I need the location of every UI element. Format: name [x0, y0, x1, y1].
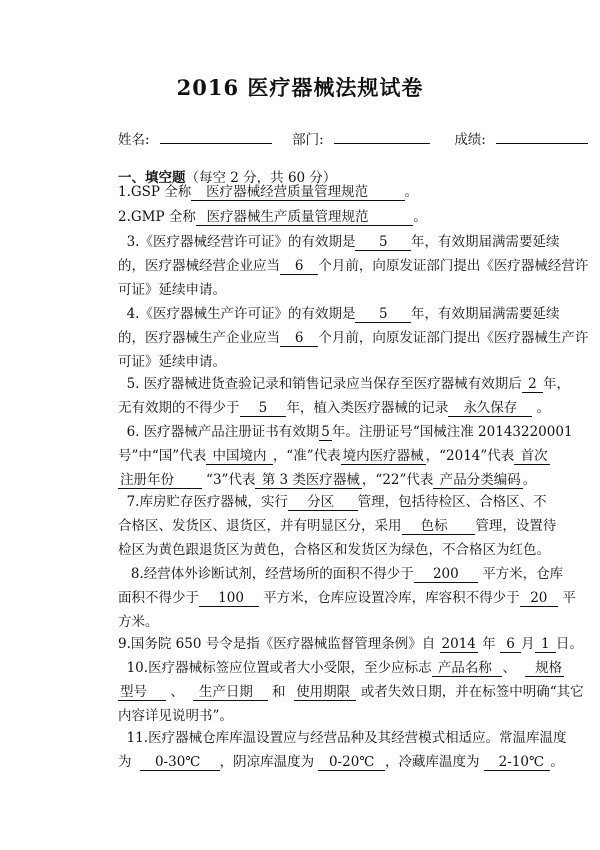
dept-field[interactable] — [334, 129, 430, 144]
q6-answer-4: 首次 — [514, 448, 549, 465]
q10-answer-2b: 型号 — [118, 684, 166, 701]
q8-answer-2: 100 — [199, 590, 259, 607]
q1-text: 1.GSP 全称 — [118, 184, 192, 200]
info-line — [118, 128, 588, 148]
q6-answer-1: 5 — [321, 424, 330, 440]
question-4 — [118, 302, 589, 374]
q8-text-a: 8.经营体外诊断试剂，经营场所的面积不得少于 — [130, 566, 414, 582]
q1-end: 。 — [404, 184, 419, 200]
q3-text-a: 3.《医疗器械经营许可证》的有效期是 — [126, 234, 356, 250]
name-label: 姓名: — [118, 132, 150, 148]
q10-and: 和 — [272, 684, 286, 700]
q10-text-c: 内容详见说明书”。 — [118, 708, 233, 724]
q8-text-d: 平方米，仓库应设置冷库，库容积不得少于 — [263, 590, 520, 606]
q8-text-f: 方米。 — [118, 614, 159, 630]
q7-text-c: 合格区、发货区、退货区，并有明显区分，采用 — [118, 518, 402, 534]
q6-text-b: 年。注册证号“国械注准 20143220001 — [331, 424, 573, 440]
q2-text: 2.GMP 全称 — [118, 209, 196, 225]
section-title: 一、填空题 — [118, 170, 186, 186]
q7-text-a: 7.库房贮存医疗器械，实行 — [126, 494, 288, 510]
q7-text-e: 检区为黄色跟退货区为黄色，合格区和发货区为绿色，不合格区为红色。 — [118, 542, 550, 558]
q6-answer-3: 境内医疗器械 — [342, 448, 424, 464]
q4-text-a: 4.《医疗器械生产许可证》的有效期是 — [126, 306, 356, 322]
q11-text-b: 为 — [118, 754, 132, 770]
q5-text-e: 。 — [536, 400, 550, 416]
question-9 — [118, 632, 583, 656]
q9-text-a: 9.国务院 650 号令是指《医疗器械监督管理条例》自 — [118, 636, 436, 652]
q5-text-c: 无有效期的不得少于 — [118, 400, 240, 416]
q5-answer-1: 2 — [522, 376, 543, 393]
q5-answer-2: 5 — [240, 400, 287, 417]
q3-text-c: 的，医疗器械经营企业应当 — [118, 258, 280, 274]
q4-text-b: 年，有效期届满需要延续 — [411, 306, 560, 322]
question-7 — [118, 490, 557, 562]
q11-text-d: ，冷藏库温度为 — [385, 754, 480, 770]
q9-month: 6 — [500, 636, 521, 653]
q11-answer-2: 0-20℃ — [318, 754, 385, 771]
question-8 — [118, 562, 576, 634]
q4-text-d: 个月前，向原发证部门提出《医疗器械生产许 — [318, 330, 589, 346]
q11-answer-3: 2-10℃ — [484, 754, 551, 771]
q9-month-unit: 月 — [521, 636, 535, 652]
q10-answer-2a: 规格 — [525, 660, 565, 677]
question-3 — [118, 230, 589, 302]
q5-text-b: 年， — [542, 376, 570, 392]
q8-text-b: 平方米，仓库 — [482, 566, 564, 582]
q10-sep-1: 、 — [502, 660, 516, 676]
q5-text-a: 5. 医疗器械进货查验记录和销售记录应当保存至医疗器械有效期后 — [126, 376, 522, 392]
question-6 — [118, 420, 573, 492]
q4-answer-2: 6 — [280, 330, 318, 347]
q8-text-c: 面积不得少于 — [118, 590, 199, 606]
exam-title: 2016 医疗器械法规试卷 — [176, 75, 424, 100]
q9-day-unit: 日。 — [555, 636, 583, 652]
q2-end: 。 — [413, 209, 427, 225]
q10-answer-3: 生产日期 — [193, 684, 268, 701]
q1-answer: 医疗器械经营质量管理规范 — [191, 184, 404, 201]
q9-year-unit: 年 — [482, 636, 496, 652]
q10-answer-1: 产品名称 — [432, 660, 503, 677]
score-field[interactable] — [496, 129, 588, 144]
q11-text-c: ，阴凉库温度为 — [219, 754, 315, 770]
q10-answer-4: 使用期限 — [294, 684, 356, 701]
question-10 — [118, 656, 584, 728]
section-note: （每空 2 分，共 60 分） — [185, 170, 337, 186]
question-5 — [118, 372, 570, 420]
q4-text-e: 可证》延续申请。 — [118, 354, 226, 370]
q6-text-e: ，“2014”代表 — [425, 448, 515, 464]
question-1 — [118, 180, 506, 204]
q7-text-d: 管理，设置待 — [475, 518, 557, 534]
q10-sep-2: 、 — [170, 684, 184, 700]
q4-text-c: 的，医疗器械生产企业应当 — [118, 330, 280, 346]
q3-text-d: 个月前，向原发证部门提出《医疗器械经营许 — [318, 258, 589, 274]
q6-answer-2: 中国境内 — [206, 448, 273, 465]
name-field[interactable] — [160, 129, 272, 144]
q11-text-a: 11.医疗器械仓库库温设置应与经营品种及其经营模式相适应。常温库温度 — [126, 730, 567, 746]
q5-text-d: 年，植入类医疗器械的记录 — [286, 400, 449, 416]
q9-year: 2014 — [441, 636, 476, 652]
q3-answer-1: 5 — [355, 234, 411, 251]
q7-text-b: 管理，包括待检区、合格区、不 — [357, 494, 547, 510]
dept-label: 部门: — [292, 132, 324, 148]
q6-text-d: ，“准”代表 — [272, 448, 341, 464]
q11-answer-1: 0-30℃ — [140, 754, 219, 771]
q8-answer-3: 20 — [520, 590, 558, 607]
q7-answer-2: 色标 — [402, 518, 476, 535]
q6-answer-5: 第 3 类医疗器械 — [255, 472, 361, 489]
q6-text-c: 号”中“国”代表 — [118, 448, 207, 464]
q10-text-b: 或者失效日期，并在标签中明确“其它 — [360, 684, 584, 700]
q6-text-f: “3”代表 — [206, 472, 256, 488]
q6-text-a: 6. 医疗器械产品注册证书有效期 — [126, 424, 320, 440]
q6-answer-6: 产品分类编码 — [433, 472, 522, 489]
q8-answer-1: 200 — [414, 566, 478, 583]
q4-answer-1: 5 — [355, 306, 411, 323]
question-11 — [118, 726, 567, 774]
q7-answer-1: 分区 — [288, 494, 358, 511]
q3-text-b: 年，有效期届满需要延续 — [411, 234, 560, 250]
question-2 — [118, 205, 506, 229]
q6-text-h: 。 — [522, 472, 537, 488]
q3-answer-2: 6 — [280, 258, 318, 275]
q2-answer: 医疗器械生产质量管理规范 — [196, 209, 414, 226]
q3-text-e: 可证》延续申请。 — [118, 282, 226, 298]
q6-text-g: ，“22”代表 — [361, 472, 434, 488]
q11-text-e: 。 — [550, 754, 564, 770]
q5-answer-3: 永久保存 — [448, 400, 532, 417]
q6-answer-4b: 注册年份 — [118, 472, 202, 489]
q9-day: 1 — [535, 636, 556, 653]
score-label: 成绩: — [454, 132, 486, 148]
q10-text-a: 10.医疗器械标签应位置或者大小受限，至少应标志 — [126, 660, 432, 676]
q8-text-e: 平 — [562, 590, 576, 606]
